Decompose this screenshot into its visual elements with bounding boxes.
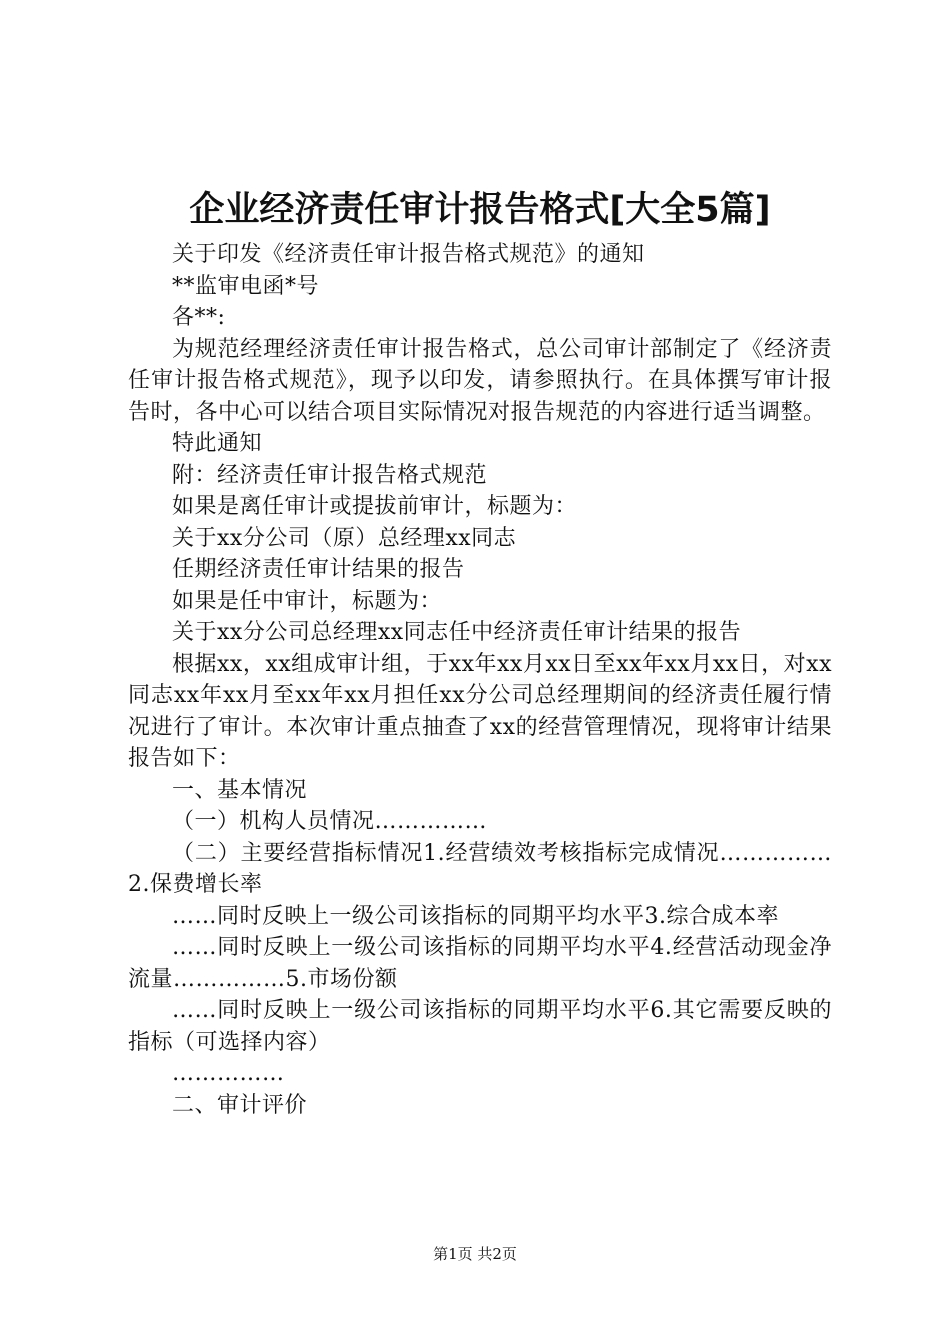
paragraph-notice-title: 关于印发《经济责任审计报告格式规范》的通知 — [172, 242, 645, 267]
paragraph-notice-end: 特此通知 — [172, 431, 263, 456]
paragraph-body: ……同时反映上一级公司该指标的同期平均水平4.经营活动现金净流量……………5.市场份额 — [128, 935, 832, 992]
section-heading: 一、基本情况 — [172, 777, 308, 803]
paragraph-body: 如果是任中审计，标题为： — [172, 588, 443, 614]
paragraph-ellipsis: …………… — [172, 1061, 285, 1086]
paragraph-body: 关于xx分公司（原）总经理xx同志 — [172, 525, 517, 551]
paragraph-body: 为规范经理经济责任审计报告格式，总公司审计部制定了《经济责任审计报告格式规范》，现予以印发，请参照执行。在具体撰写审计报告时，各中心可以结合项目实际情况对报告规范的内容进行适当调整。 — [128, 336, 832, 425]
paragraph-document-number: **监审电函*号 — [172, 273, 320, 299]
paragraph-addressee: 各**: — [172, 305, 226, 330]
document-title: 企业经济责任审计报告格式[大全5篇] — [189, 190, 771, 230]
paragraph-body: ……同时反映上一级公司该指标的同期平均水平6.其它需要反映的指标（可选择内容） — [128, 998, 832, 1055]
paragraph-attachment: 附：经济责任审计报告格式规范 — [172, 462, 488, 488]
subsection-heading: （二）主要经营指标情况1.经营绩效考核指标完成情况……………2.保费增长率 — [128, 840, 832, 897]
document-page — [128, 183, 832, 1121]
document-body — [128, 239, 832, 1121]
paragraph-body: 任期经济责任审计结果的报告 — [172, 557, 465, 582]
page-footer: 第1页 共2页 — [433, 1245, 517, 1263]
paragraph-body: 根据xx，xx组成审计组，于xx年xx月xx日至xx年xx月xx日，对xx同志xx年xx月至xx年xx月担任xx分公司总经理期间的经济责任履行情况进行了审计。本次审计重点抽查了xx的经营管理情况，现将审计结果报告如下： — [128, 651, 832, 771]
section-heading: 二、审计评价 — [172, 1092, 308, 1118]
paragraph-body: 关于xx分公司总经理xx同志任中经济责任审计结果的报告 — [172, 620, 742, 645]
subsection-heading: （一）机构人员情况…………… — [172, 809, 488, 834]
paragraph-body: 如果是离任审计或提拔前审计，标题为： — [172, 494, 578, 519]
paragraph-body: ……同时反映上一级公司该指标的同期平均水平3.综合成本率 — [172, 903, 779, 929]
